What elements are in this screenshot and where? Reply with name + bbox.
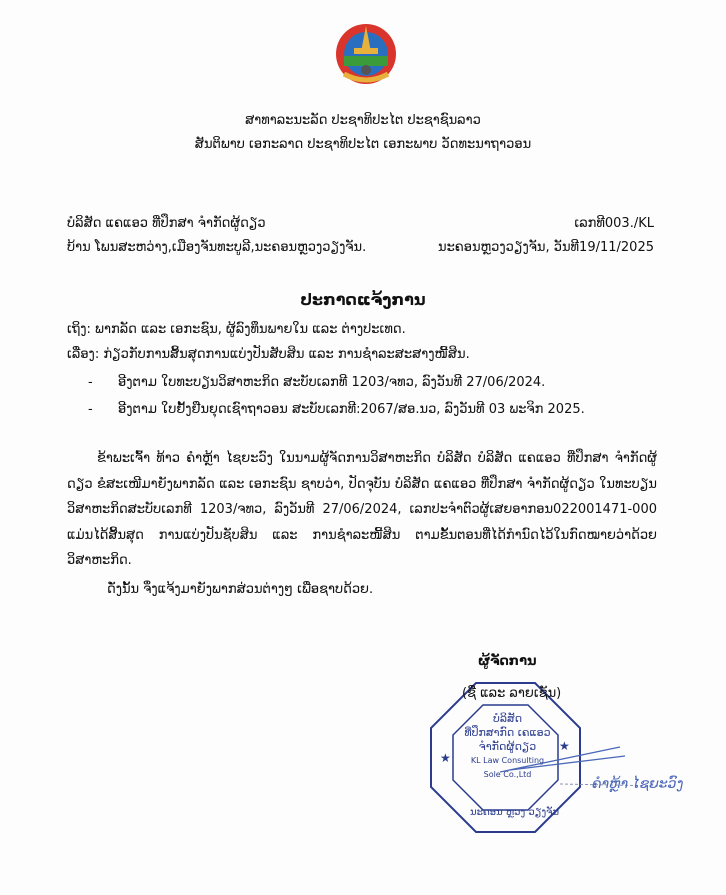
reference-text: ອີງຕາມ ໃບຢັ້ງຢືນຍຸດເຊົາຖາວອນ ສະບັບເລກທີ:2067/ສອ.ນວ, ລົງວັນທີ 03 ພະຈິກ 2025.	[118, 402, 585, 417]
stamp-line: KL Law Consulting	[470, 756, 545, 765]
stamp-line: ບໍລິສັດ	[492, 712, 523, 725]
svg-text:★: ★	[440, 751, 451, 765]
place-date: ນະຄອນຫຼວງວຽງຈັນ, ວັນທີ19/11/2025	[438, 240, 654, 255]
stamp-city: ນະຄອນ ຫຼວງ ວຽງຈັນ	[470, 807, 560, 818]
handwritten-signature: ຄໍາຫຼ້າ ໄຊຍະວົງ	[592, 776, 684, 792]
company-name: ບໍລິສັດ ແຄແອວ ທີ່ປຶກສາ ຈໍາກັດຜູ້ດຽວ	[67, 216, 266, 231]
national-emblem-icon	[330, 18, 402, 88]
stamp-line: Sole Co.,Ltd	[483, 770, 532, 779]
svg-text:★: ★	[559, 739, 570, 753]
body-text: ຂ້າພະເຈົ້າ ທ້າວ ຄໍາຫຼ້າ ໄຊຍະວົງ ໃນນາມຜູ້ຈັດການວິສາຫະກິດ ບໍລິສັດ ບໍລິສັດ ແຄແອວ ທີ່ປຶກສາ ຈໍາກັດຜູ້ດຽວ ຂໍສະເໜີມາຍັງພາກລັດ ແລະ ເອກະຊົນ ຊາບວ່າ, ປັດຈຸບັນ ບໍລິສັດ ແຄແອວ ທີ່ປຶກສາ ຈໍາກັດຜູ້ດຽວ ໃນທະບຽນວິສາຫະກິດສະບັບເລກທີ 1203/ຈທວ, ລົງວັນທີ 27/06/2024, ເລກປະຈໍາຕົວຜູ້ເສຍອາກອນ022001471-000 ແມ່ນໄດ້ສິ້ນສຸດ ການແບ່ງປັນຊັບສິນ ແລະ ການຊໍາລະໜີ້ສິນ ຕາມຂັ້ນຕອນທີ່ໄດ້ກໍານົດໄວ້ໃນກົດໝາຍວ່າດ້ວຍວິສາຫະກິດ.	[67, 451, 657, 568]
closing-line: ດັ່ງນັ້ນ ຈຶ່ງແຈ້ງມາຍັງພາກສ່ວນຕ່າງໆ ເພື່ອຊາບດ້ວຍ.	[107, 582, 374, 597]
country-name: ສາທາລະນະລັດ ປະຊາທິປະໄຕ ປະຊາຊົນລາວ	[245, 113, 481, 128]
reference-number: ເລກທີ003./KL	[574, 216, 654, 231]
reference-item: - ອີງຕາມ ໃບຢັ້ງຢືນຍຸດເຊົາຖາວອນ ສະບັບເລກທີ:2067/ສອ.ນວ, ລົງວັນທີ 03 ພະຈິກ 2025.	[88, 402, 585, 417]
reference-text: ອີງຕາມ ໃບທະບຽນວິສາຫະກິດ ສະບັບເລກທີ 1203/ຈທວ, ລົງວັນທີ 27/06/2024.	[118, 375, 546, 390]
signature-label: (ຊື່ ແລະ ລາຍເຊັນ)	[462, 686, 562, 701]
national-motto: ສັນຕິພາບ ເອກະລາດ ປະຊາທິປະໄຕ ເອກະພາບ ວັດທະນາຖາວອນ	[194, 137, 532, 152]
body-paragraph	[67, 446, 657, 574]
subject-line: ເລື່ອງ: ກ່ຽວກັບການສິ້ນສຸດການແບ່ງປັນສັບສິນ ແລະ ການຊໍາລະສະສາງໜີ້ສິນ.	[67, 347, 470, 362]
reference-item: - ອີງຕາມ ໃບທະບຽນວິສາຫະກິດ ສະບັບເລກທີ 1203/ຈທວ, ລົງວັນທີ 27/06/2024.	[88, 375, 546, 390]
recipient-line: ເຖິງ: ພາກລັດ ແລະ ເອກະຊົນ, ຜູ້ລົງທຶນພາຍໃນ ແລະ ຕ່າງປະເທດ.	[67, 322, 406, 337]
stamp-line: ຈໍາກັດຜູ້ດຽວ	[478, 740, 537, 753]
signatory-role: ຜູ້ຈັດການ	[478, 654, 537, 669]
document-title: ປະກາດແຈ້ງການ	[300, 290, 426, 309]
company-address: ບ້ານ ໂພນສະຫວ່າງ,ເມືອງຈັນທະບູລີ,ນະຄອນຫຼວງວຽງຈັນ.	[67, 240, 367, 255]
stamp-line: ທີ່ປຶກສາກົດ ເຄແອວ	[464, 726, 551, 739]
